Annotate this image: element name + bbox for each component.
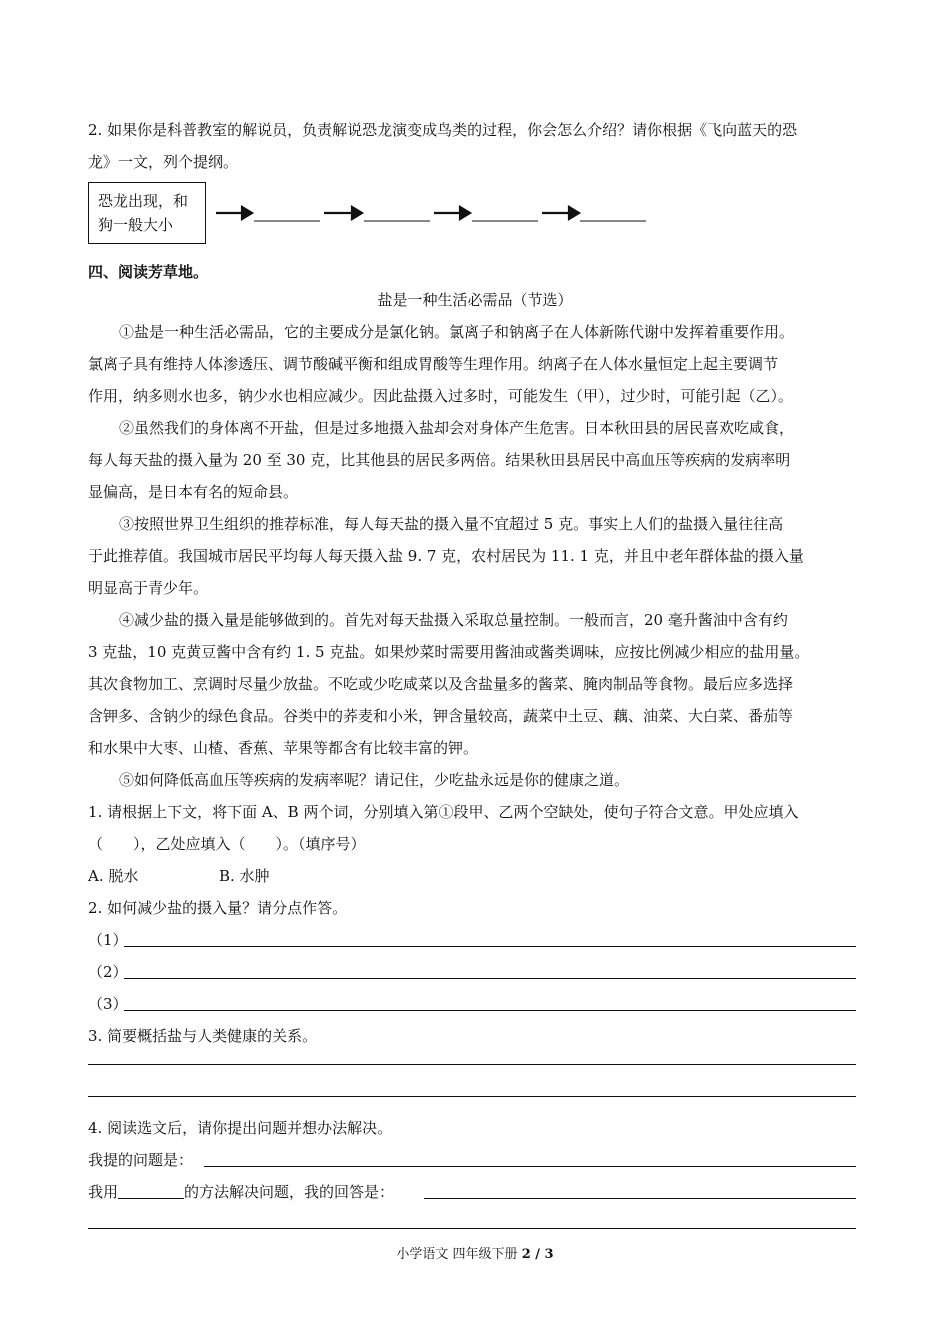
- q4-question-answer-line[interactable]: [204, 1166, 856, 1167]
- q2-answer-line-3[interactable]: [124, 1010, 856, 1011]
- paragraph-4-line-5: 和水果中大枣、山楂、香蕉、苹果等都含有比较丰富的钾。: [88, 739, 479, 757]
- outline-start-box: [88, 182, 206, 244]
- section-heading: 四、阅读芳草地。: [88, 263, 209, 281]
- q4-method-prefix: 我用: [88, 1183, 119, 1201]
- paragraph-3-line-3: 明显高于青少年。: [88, 579, 209, 597]
- footer-label: 小学语文 四年级下册: [396, 1247, 518, 1262]
- paragraph-2-line-3: 显偏高，是日本有名的短命县。: [88, 483, 299, 501]
- article-title: 盐是一种生活必需品（节选）: [377, 291, 573, 309]
- q4-prompt: 4. 阅读选文后，请你提出问题并想办法解决。: [88, 1119, 393, 1137]
- q2-outline-prompt-line2: 龙》一文，列个提纲。: [88, 153, 239, 171]
- q4-method-suffix: 的方法解决问题，我的回答是：: [184, 1183, 395, 1201]
- outline-box-line1: 恐龙出现，和: [98, 192, 189, 210]
- q1-option-a: A. 脱水: [88, 867, 139, 885]
- paragraph-2-line-1: ②虽然我们的身体离不开盐，但是过多地摄入盐却会对身体产生危害。日本秋田县的居民喜欢吃咸食，: [119, 419, 795, 437]
- paragraph-2-line-2: 每人每天盐的摄入量为 20 至 30 克，比其他县的居民多两倍。结果秋田县居民中高血压等疾病的发病率明: [88, 451, 791, 469]
- q1-option-b: B. 水肿: [219, 867, 270, 885]
- q3-answer-line-1[interactable]: [88, 1064, 856, 1065]
- paragraph-4-line-4: 含钾多、含钠少的绿色食品。谷类中的荞麦和小米，钾含量较高，蔬菜中土豆、藕、油菜、大白菜、番茄等: [88, 707, 794, 725]
- q4-question-label: 我提的问题是：: [88, 1151, 194, 1169]
- q4-method-blank[interactable]: [118, 1183, 184, 1199]
- q2-prompt: 2. 如何减少盐的摄入量？请分点作答。: [88, 899, 348, 917]
- q4-reply-answer-line[interactable]: [424, 1198, 856, 1199]
- q1-prompt-line2: （ ），乙处应填入（ ）。（填序号）: [88, 835, 366, 853]
- q4-method-row: [88, 1182, 394, 1202]
- q2-outline-prompt-line1: 2. 如果你是科普教室的解说员，负责解说恐龙演变成鸟类的过程，你会怎么介绍？请你根据《飞向蓝天的恐: [88, 121, 798, 139]
- q2-item-1-label: （1）: [88, 931, 128, 949]
- arrow-chain-icon: [214, 203, 654, 223]
- q1-prompt-line1: 1. 请根据上下文，将下面 A、B 两个词，分别填入第①段甲、乙两个空缺处，使句子符合文意。甲处应填入: [88, 803, 799, 821]
- page-footer: [0, 1246, 950, 1264]
- paragraph-3-line-2: 于此推荐值。我国城市居民平均每人每天摄入盐 9. 7 克，农村居民为 11. 1 克，并且中老年群体盐的摄入量: [88, 547, 804, 565]
- q2-item-2-label: （2）: [88, 963, 128, 981]
- q3-answer-line-2[interactable]: [88, 1096, 856, 1097]
- paragraph-4-line-3: 其次食物加工、烹调时尽量少放盐。不吃或少吃咸菜以及含盐量多的酱菜、腌肉制品等食物。最后应多选择: [88, 675, 794, 693]
- paragraph-4-line-2: 3 克盐，10 克黄豆酱中含有约 1. 5 克盐。如果炒菜时需要用酱油或酱类调味，应按比例减少相应的盐用量。: [88, 643, 810, 661]
- q2-answer-line-2[interactable]: [124, 978, 856, 979]
- paragraph-3-line-1: ③按照世界卫生组织的推荐标准，每人每天盐的摄入量不宜超过 5 克。事实上人们的盐摄入量往往高: [119, 515, 784, 533]
- q4-reply-answer-line-2[interactable]: [88, 1228, 856, 1229]
- q2-answer-line-1[interactable]: [124, 946, 856, 947]
- paragraph-5-line-1: ⑤如何降低高血压等疾病的发病率呢？请记住，少吃盐永远是你的健康之道。: [119, 771, 630, 789]
- outline-arrow-chain: [214, 203, 654, 223]
- q3-prompt: 3. 简要概括盐与人类健康的关系。: [88, 1027, 318, 1045]
- q2-item-3-label: （3）: [88, 995, 128, 1013]
- outline-box-line2: 狗一般大小: [98, 216, 174, 234]
- page-number: 2 / 3: [521, 1247, 554, 1262]
- paragraph-1-line-2: 氯离子具有维持人体渗透压、调节酸碱平衡和组成胃酸等生理作用。纳离子在人体水量恒定上起主要调节: [88, 355, 779, 373]
- paragraph-1-line-1: ①盐是一种生活必需品，它的主要成分是氯化钠。氯离子和钠离子在人体新陈代谢中发挥着重要作用。: [119, 323, 795, 341]
- paragraph-4-line-1: ④减少盐的摄入量是能够做到的。首先对每天盐摄入采取总量控制。一般而言，20 毫升酱油中含有约: [119, 611, 788, 629]
- paragraph-1-line-3: 作用，纳多则水也多，钠少水也相应减少。因此盐摄入过多时，可能发生（甲），过少时，可能引起（乙）。: [88, 387, 794, 405]
